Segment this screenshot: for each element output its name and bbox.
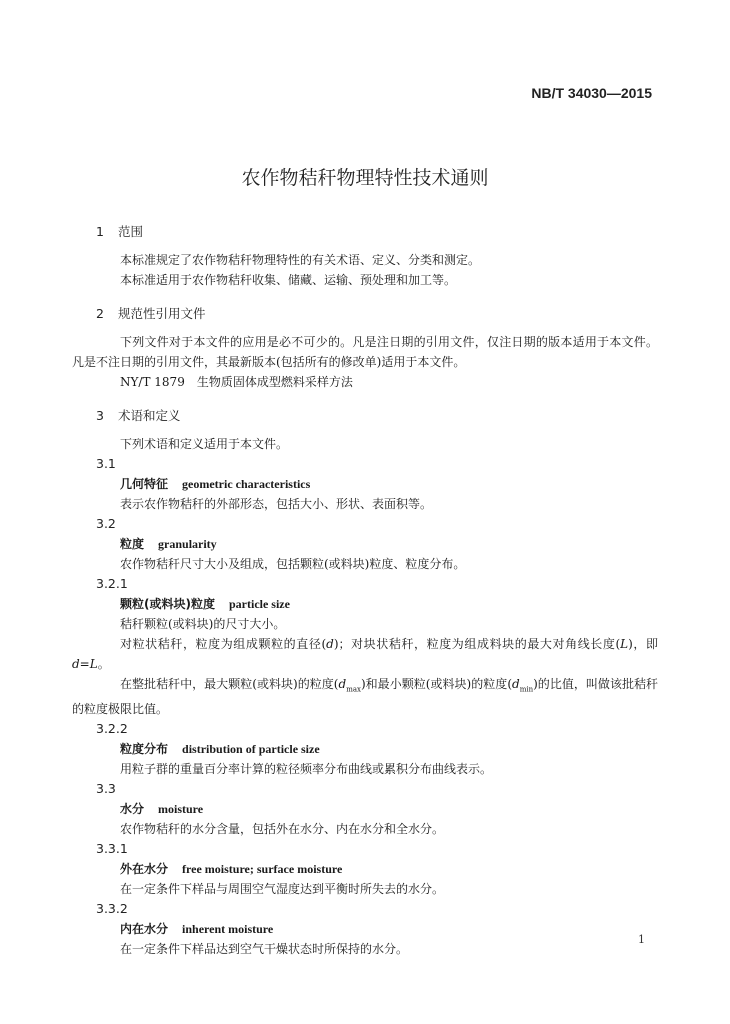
paragraph: 下列文件对于本文件的应用是必不可少的。凡是注日期的引用文件，仅注日期的版本适用于本文件。凡是不注日期的引用文件，其最新版本(包括所有的修改单)适用于本文件。: [72, 335, 658, 369]
term-entry: [96, 859, 658, 879]
document-code: NB/T 34030—2015: [531, 85, 652, 101]
term-entry: [96, 739, 658, 759]
term-chinese: 外在水分: [120, 862, 169, 877]
section-number: 1: [96, 224, 104, 239]
term-english: distribution of particle size: [182, 742, 320, 757]
clause-number: 3.2.1: [96, 576, 128, 591]
term-definition: 用粒子群的重量百分率计算的粒径频率分布曲线或累积分布曲线表示。: [120, 762, 493, 777]
term-definition-paragraph: 在整批秸秆中，最大颗粒(或料块)的粒度$(d_{max})$和最小颗粒(或料块)的粒度$(d_{min})$的比值，叫做该批秸秆的粒度极限比值。: [72, 677, 659, 717]
term-english: free moisture; surface moisture: [182, 862, 343, 877]
reference-item: NY/T 1879 生物质固体成型燃料采样方法: [120, 375, 353, 389]
clause-number: 3.3.2: [96, 901, 128, 917]
term-definition: 在一定条件下样品达到空气干燥状态时所保持的水分。: [120, 942, 409, 957]
term-definition: 农作物秸秆尺寸大小及组成，包括颗粒(或料块)粒度、粒度分布。: [120, 557, 466, 571]
term-chinese: 几何特征: [120, 477, 169, 491]
term-entry: [96, 534, 658, 554]
section-title: 术语和定义: [118, 408, 181, 423]
term-entry: [96, 594, 658, 614]
term-entry: [96, 799, 658, 819]
section-number: 2: [96, 306, 104, 321]
clause-number: 3.1: [96, 456, 116, 471]
term-entry: [96, 474, 658, 494]
section-number: 3: [96, 408, 104, 423]
term-definition: 在一定条件下样品与周围空气湿度达到平衡时所失去的水分。: [120, 882, 445, 897]
term-chinese: 粒度分布: [120, 742, 169, 757]
clause-number: 3.3.1: [96, 841, 128, 857]
term-english: geometric characteristics: [182, 477, 311, 491]
section-heading-terms: [96, 406, 658, 426]
clause-number: 3.2: [96, 516, 116, 531]
section-heading-normative-references: [96, 304, 658, 324]
term-english: moisture: [158, 802, 204, 817]
document-title: 农作物秸秆物理特性技术通则: [241, 167, 489, 189]
section-title: 规范性引用文件: [118, 306, 206, 321]
term-entry: [96, 919, 658, 939]
term-chinese: 粒度: [120, 537, 145, 551]
page-number: 1: [638, 933, 645, 946]
paragraph: 下列术语和定义适用于本文件。: [120, 437, 289, 451]
term-definition: 农作物秸秆的水分含量，包括外在水分、内在水分和全水分。: [120, 822, 445, 837]
term-definition-paragraph: 对粒状秸秆，粒度为组成颗粒的直径(d)；对块状秸秆，粒度为组成料块的最大对角线长度(L)，即d=L。: [72, 637, 658, 671]
term-definition: 秸秆颗粒(或料块)的尺寸大小。: [120, 617, 286, 631]
term-english: inherent moisture: [182, 922, 274, 937]
document-body: [72, 222, 659, 959]
clause-number: 3.3: [96, 781, 116, 797]
paragraph: 本标准规定了农作物秸秆物理特性的有关术语、定义、分类和测定。: [120, 253, 481, 267]
section-heading-scope: [96, 222, 658, 242]
term-english: granularity: [158, 537, 217, 551]
term-chinese: 内在水分: [120, 922, 169, 937]
paragraph: 本标准适用于农作物秸秆收集、储藏、运输、预处理和加工等。: [120, 273, 457, 287]
term-chinese: 颗粒(或料块)粒度: [120, 597, 215, 611]
term-english: particle size: [228, 597, 290, 611]
clause-number: 3.2.2: [96, 721, 128, 737]
term-definition: 表示农作物秸秆的外部形态，包括大小、形状、表面积等。: [120, 497, 433, 511]
term-chinese: 水分: [120, 802, 145, 817]
section-title: 范围: [118, 224, 144, 239]
